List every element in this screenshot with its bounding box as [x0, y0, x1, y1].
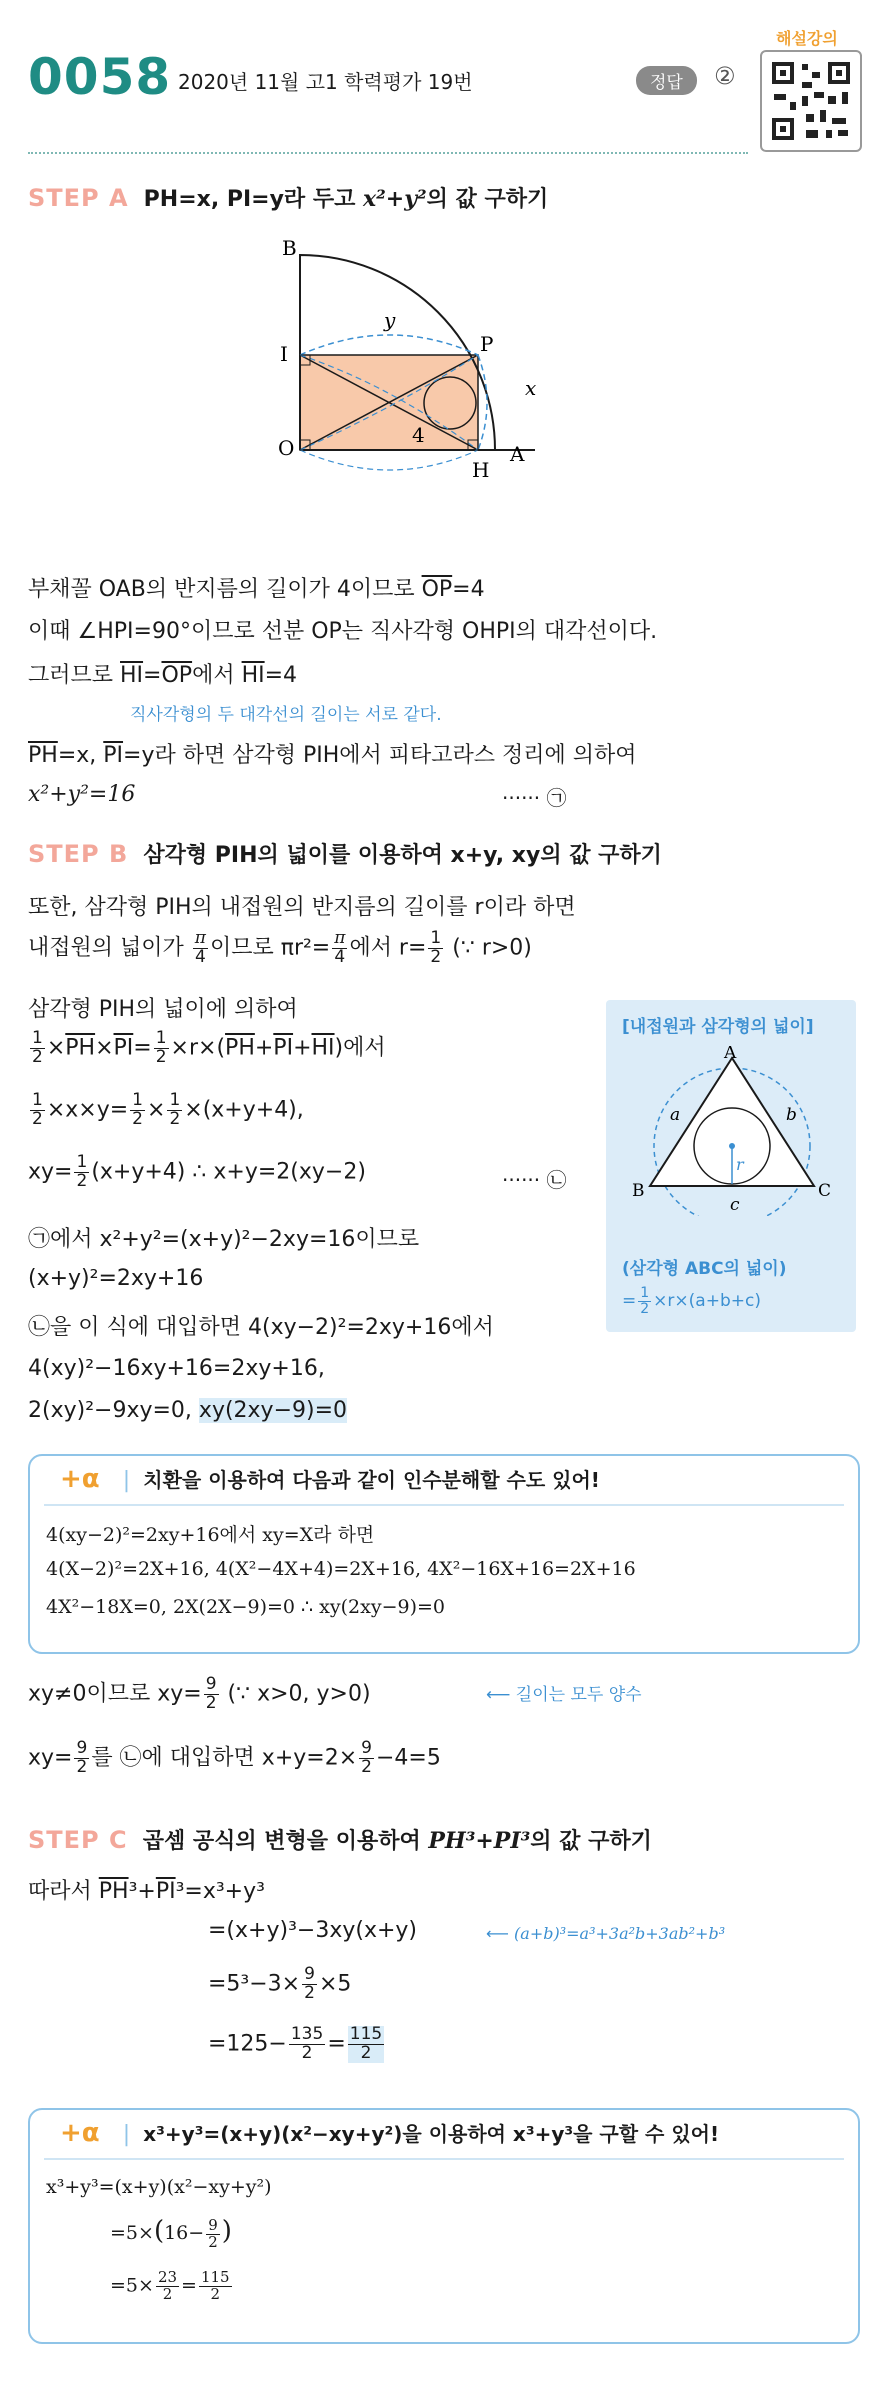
qr-label: 해설강의 — [776, 29, 838, 48]
sum-value-line: xy= $\frac{9}{2}$ 를 ㉡에 대입하면 x+y=2× $\frac{9}{2}$ −4=5 — [28, 1738, 441, 1777]
step-a-title-expr: x²+y² — [363, 186, 427, 212]
step-b-line-2: 내접원의 넓이가 $\frac{\pi}{4}$ 이므로 πr²= $\frac{\pi}{4}$ 에서 r= $\frac{1}{2}$ (∵ r>0) — [28, 928, 532, 967]
equation-1-tag: ······ ㉠ — [502, 786, 567, 810]
header-divider — [28, 152, 748, 154]
step-b-line-9: ㉡을 이 식에 대입하면 4(xy−2)²=2xy+16에서 — [28, 1315, 494, 1340]
step-a-line-1: 부채꼴 OAB의 반지름의 길이가 4이므로 $\overline{OP}=4$ — [28, 577, 485, 602]
tip2-row-3: =5× $\frac{23}{2}$ = $\frac{115}{2}$ — [110, 2268, 230, 2303]
step-b-line-6: xy= $\frac{1}{2}$ (x+y+4) ∴ x+y=2(xy−2) — [28, 1152, 366, 1191]
label-h: H — [472, 458, 490, 482]
equation-2-tag: ······ ㉡ — [502, 1168, 567, 1192]
step-b-line-7: ㉠에서 x²+y²=(x+y)²−2xy=16이므로 — [28, 1227, 420, 1252]
step-b-line-10: 4(xy)²−16xy+16=2xy+16, — [28, 1356, 325, 1381]
step-c-title: STEP C 곱셈 공식의 변형을 이용하여 PH³+PI³의 값 구하기 — [28, 1826, 652, 1854]
answer-value: ② — [714, 62, 736, 90]
svg-text:a: a — [670, 1105, 681, 1125]
brace-y — [300, 335, 478, 355]
svg-text:B: B — [632, 1181, 645, 1201]
svg-text:b: b — [786, 1105, 797, 1125]
label-a: A — [510, 442, 525, 466]
step-b-line-11: 2(xy)²−9xy=0, xy(2xy−9)=0 — [28, 1398, 348, 1423]
answer-badge: 정답 — [636, 66, 697, 95]
arrow-left-icon: ⟵ — [486, 1924, 509, 1943]
problem-source: 2020년 11월 고1 학력평가 19번 — [178, 70, 473, 94]
tip-box-2: +α | x³+y³=(x+y)(x²−xy+y²)을 이용하여 x³+y³을 구할 수 있어! x³+y³=(x+y)(x²−xy+y²) =5×(16− $\frac{9}{2}$ ) =5× $\frac{23}{2}$ = $\frac{115}{2}$ — [28, 2108, 860, 2344]
note-diagonal: 직사각형의 두 대각선의 길이는 서로 같다. — [130, 705, 442, 725]
sidebox-triangle — [620, 1046, 842, 1216]
svg-text:A: A — [724, 1046, 737, 1063]
step-b-line-4: $\frac{1}{2}$ $\times\overline{PH}\times\overline{PI}=$ $\frac{1}{2}$ $\times r\times(\overline{PH}+\overline{PI}+\overline{HI})$에서 — [32, 1028, 386, 1067]
sidebox-caption: (삼각형 ABC의 넓이) — [622, 1259, 787, 1279]
equation-1: x²+y²=16 — [28, 782, 136, 807]
label-y: y — [384, 308, 396, 332]
step-c-line-2: =(x+y)³−3xy(x+y) — [208, 1918, 417, 1943]
label-b: B — [282, 236, 297, 260]
tip-box-1: +α | 치환을 이용하여 다음과 같이 인수분해할 수도 있어! 4(xy−2)²=2xy+16에서 xy=X라 하면 4(X−2)²=2X+16, 4(X²−4X+4)=2X+16, 4X²−16X+16=2X+16 4X²−18X=0, 2X(2X−9)=0 ∴ xy(2xy−9)=0 — [28, 1454, 860, 1654]
sector-figure — [250, 235, 630, 565]
tip1-row-1: 4(xy−2)²=2xy+16에서 xy=X라 하면 — [46, 1524, 375, 1546]
step-c-line-1: 따라서 $\overline{PH}^3+\overline{PI}^3=x^3+y^3$ — [28, 1879, 265, 1904]
step-a-line-2: 이때 ∠HPI=90°이므로 선분 OP는 직사각형 OHPI의 대각선이다. — [28, 619, 658, 644]
arrow-left-icon: ⟵ — [486, 1685, 511, 1705]
sidebox-formula: = $\frac{1}{2}$ ×r×(a+b+c) — [622, 1285, 761, 1317]
svg-text:c: c — [730, 1195, 740, 1215]
sidebox-title: [내접원과 삼각형의 넓이] — [622, 1017, 814, 1037]
alpha-icon: +α — [60, 1464, 100, 1494]
note-positive: ⟵ 길이는 모두 양수 — [486, 1685, 642, 1705]
step-c-line-4: =125− $\frac{135}{2}$ = $\frac{115}{2}$ — [208, 2024, 383, 2063]
step-a-title — [28, 182, 548, 213]
step-a-title-post: 의 값 구하기 — [426, 187, 549, 212]
step-a-line-3: 그러므로 $\overline{HI}=\overline{OP}$에서 $\overline{HI}=4$ — [28, 663, 298, 688]
brace-x — [478, 355, 487, 450]
tip2-row-1: x³+y³=(x+y)(x²−xy+y²) — [46, 2176, 272, 2198]
step-b-line-5: $\frac{1}{2}$ ×x×y= $\frac{1}{2}$ × $\frac{1}{2}$ ×(x+y+4), — [32, 1090, 304, 1129]
tip1-row-3: 4X²−18X=0, 2X(2X−9)=0 ∴ xy(2xy−9)=0 — [46, 1596, 446, 1618]
step-a-title-pre: PH=x, PI=y라 두고 — [143, 187, 364, 212]
final-answer: $\frac{115}{2}$ — [349, 2024, 383, 2063]
step-a-tag: STEP A — [28, 184, 129, 212]
label-o: O — [278, 436, 295, 460]
problem-number: 0058 — [28, 48, 172, 106]
label-p: P — [480, 332, 494, 356]
step-b-line-3: 삼각형 PIH의 넓이에 의하여 — [28, 997, 298, 1022]
xy-value-line: xy≠0이므로 xy= $\frac{9}{2}$ (∵ x>0, y>0) — [28, 1674, 371, 1713]
step-b-line-8: (x+y)²=2xy+16 — [28, 1266, 204, 1291]
brace-bottom — [300, 450, 478, 470]
tip2-row-2: =5×(16− $\frac{9}{2}$ ) — [110, 2215, 232, 2251]
step-c-line-3: =5³−3× $\frac{9}{2}$ ×5 — [208, 1964, 352, 2003]
label-four: 4 — [412, 423, 425, 447]
tip1-row-2: 4(X−2)²=2X+16, 4(X²−4X+4)=2X+16, 4X²−16X+16=2X+16 — [46, 1558, 636, 1580]
label-i: I — [280, 342, 288, 366]
label-x: x — [525, 376, 537, 400]
incircle-area-sidebox — [606, 1000, 856, 1332]
step-a-line-4: $\overline{PH}=x$, $\overline{PI}=y$라 하면 삼각형 PIH에서 피타고라스 정리에 의하여 — [28, 743, 637, 768]
note-cube: ⟵ (a+b)³=a³+3a²b+3ab²+b³ — [486, 1924, 726, 1943]
svg-text:r: r — [736, 1155, 744, 1174]
step-b-title: STEP B 삼각형 PIH의 넓이를 이용하여 x+y, xy의 값 구하기 — [28, 840, 662, 868]
step-b-line-1: 또한, 삼각형 PIH의 내접원의 반지름의 길이를 r이라 하면 — [28, 895, 576, 920]
svg-text:C: C — [818, 1181, 832, 1201]
qr-code[interactable] — [760, 50, 862, 152]
